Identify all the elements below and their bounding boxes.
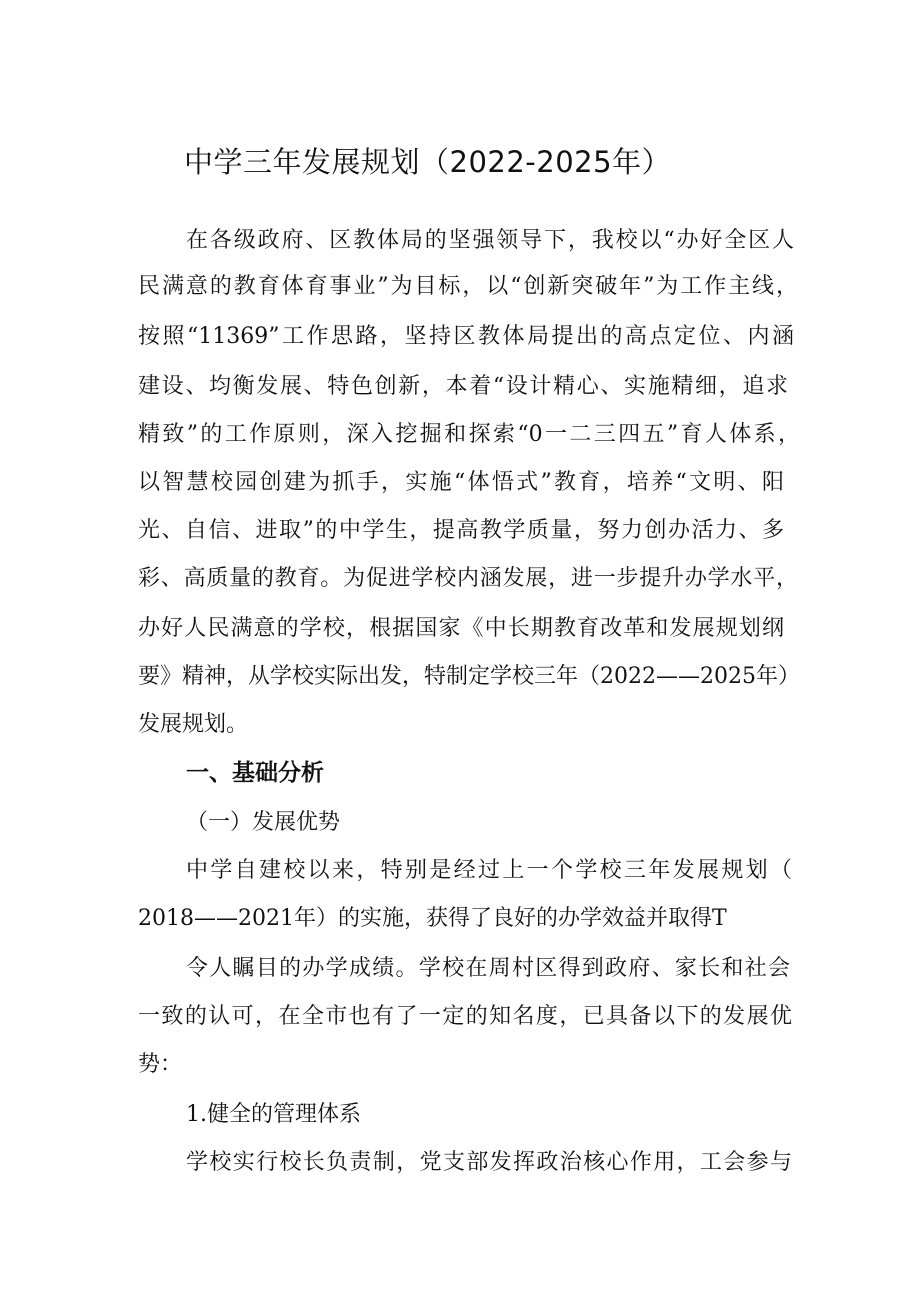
body-line: 令人瞩目的办学成绩。学校在周村区得到政府、家长和社会 <box>186 956 790 981</box>
body-line: 势： <box>138 1052 183 1077</box>
item-heading: 1.健全的管理体系 <box>186 1102 361 1127</box>
intro-line: 建设、均衡发展、特色创新，本着“设计精心、实施精细，追求 <box>138 374 788 399</box>
body-line: 中学自建校以来，特别是经过上一个学校三年发展规划（ <box>186 858 792 883</box>
intro-line: 民满意的教育体育事业”为目标，以“创新突破年”为工作主线， <box>138 274 798 299</box>
intro-line: 办好人民满意的学校，根据国家《中长期教育改革和发展规划纲 <box>138 616 784 641</box>
intro-line: 要》精神，从学校实际出发，特制定学校三年（2022——2025年） <box>138 664 800 689</box>
intro-line: 按照“11369”工作思路，坚持区教体局提出的高点定位、内涵 <box>138 324 794 349</box>
body-line: 学校实行校长负责制，党支部发挥政治核心作用，工会参与 <box>186 1150 792 1175</box>
body-line: 一致的认可，在全市也有了一定的知名度，已具备以下的发展优 <box>138 1004 792 1029</box>
body-line: 2018——2021年）的实施，获得了良好的办学效益并取得T <box>138 906 727 931</box>
section-heading: 一、基础分析 <box>186 760 324 786</box>
intro-line: 在各级政府、区教体局的坚强领导下，我校以“办好全区人 <box>186 228 794 253</box>
subsection-heading: （一）发展优势 <box>186 810 341 835</box>
intro-line: 精致”的工作原则，深入挖掘和探索“0一二三四五”育人体系， <box>138 422 800 447</box>
intro-line: 光、自信、进取”的中学生，提高教学质量，努力创办活力、多 <box>138 518 784 543</box>
document-title: 中学三年发展规划（2022-2025年） <box>184 145 672 179</box>
intro-line: 以智慧校园创建为抓手，实施“体悟式”教育，培养“文明、阳 <box>138 470 784 495</box>
intro-line: 彩、高质量的教育。为促进学校内涵发展，进一步提升办学水平， <box>138 566 798 591</box>
intro-line: 发展规划。 <box>138 712 249 737</box>
